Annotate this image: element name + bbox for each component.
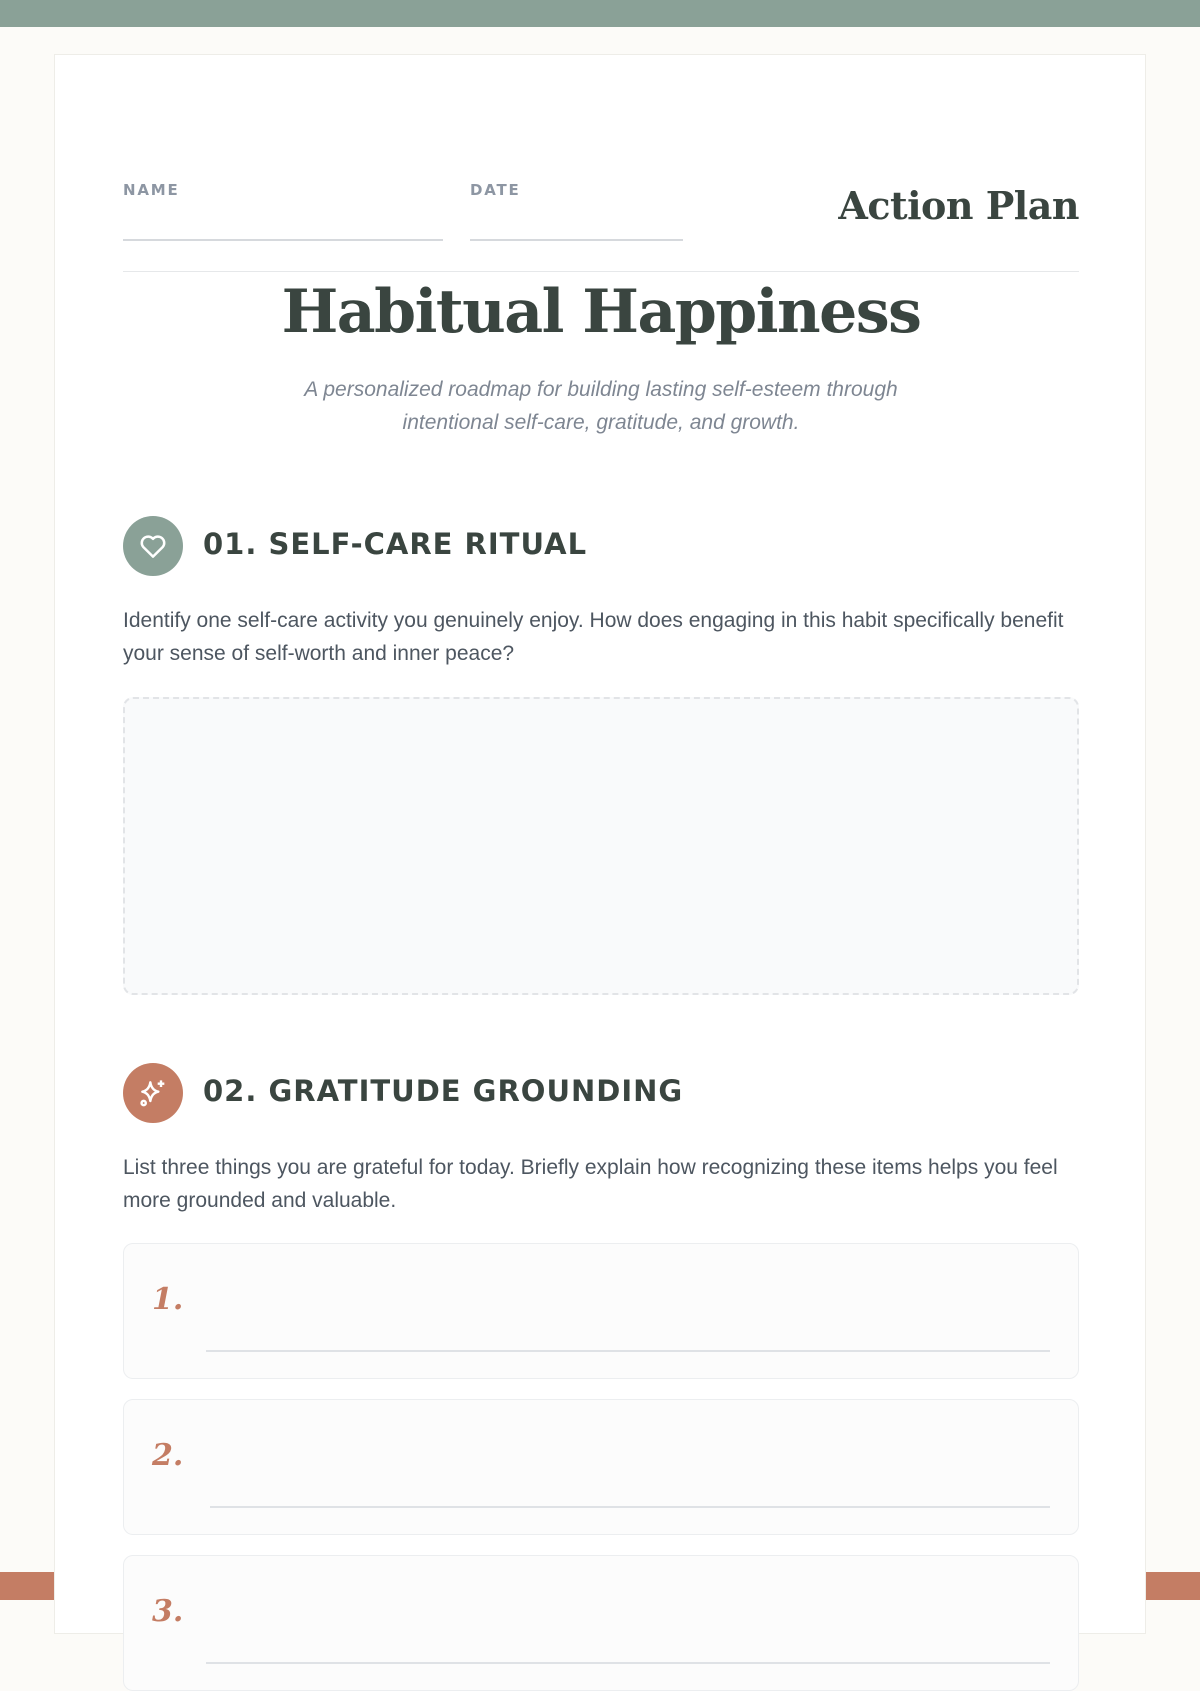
date-label: DATE [470, 181, 521, 199]
heart-icon [123, 516, 183, 576]
header-title: Action Plan [838, 183, 1079, 228]
bottom-right-accent [1146, 1572, 1200, 1600]
list-number: 3. [152, 1594, 184, 1629]
gratitude-item-2 [123, 1399, 1079, 1535]
gratitude-input-3[interactable] [206, 1662, 1050, 1664]
gratitude-item-1 [123, 1243, 1079, 1379]
self-care-answer-area[interactable] [123, 697, 1079, 995]
worksheet-page [54, 54, 1146, 1634]
worksheet-header [123, 125, 1079, 272]
name-label: NAME [123, 181, 180, 199]
section-heading-self-care: 01. SELF-CARE RITUAL [203, 527, 588, 561]
list-number: 1. [152, 1282, 184, 1317]
page-subtitle: A personalized roadmap for building lasting self-esteem through intentional self-care, gratitude, and growth. [304, 378, 898, 434]
name-field[interactable] [123, 239, 443, 241]
section-heading-gratitude: 02. GRATITUDE GROUNDING [203, 1074, 684, 1108]
list-number: 2. [152, 1438, 184, 1473]
page-title: Habitual Happiness [281, 277, 921, 347]
section-prompt-self-care: Identify one self-care activity you genuinely enjoy. How does engaging in this habit specifically benefit your sense of self-worth and inner peace? [123, 609, 1064, 665]
bottom-left-accent [0, 1572, 54, 1600]
sparkles-icon [123, 1063, 183, 1123]
gratitude-item-3 [123, 1555, 1079, 1691]
gratitude-input-1[interactable] [206, 1350, 1050, 1352]
section-prompt-gratitude: List three things you are grateful for today. Briefly explain how recognizing these items helps you feel more grounded and valuable. [123, 1156, 1058, 1212]
date-field[interactable] [470, 239, 683, 241]
top-accent-bar [0, 0, 1200, 27]
gratitude-input-2[interactable] [210, 1506, 1050, 1508]
